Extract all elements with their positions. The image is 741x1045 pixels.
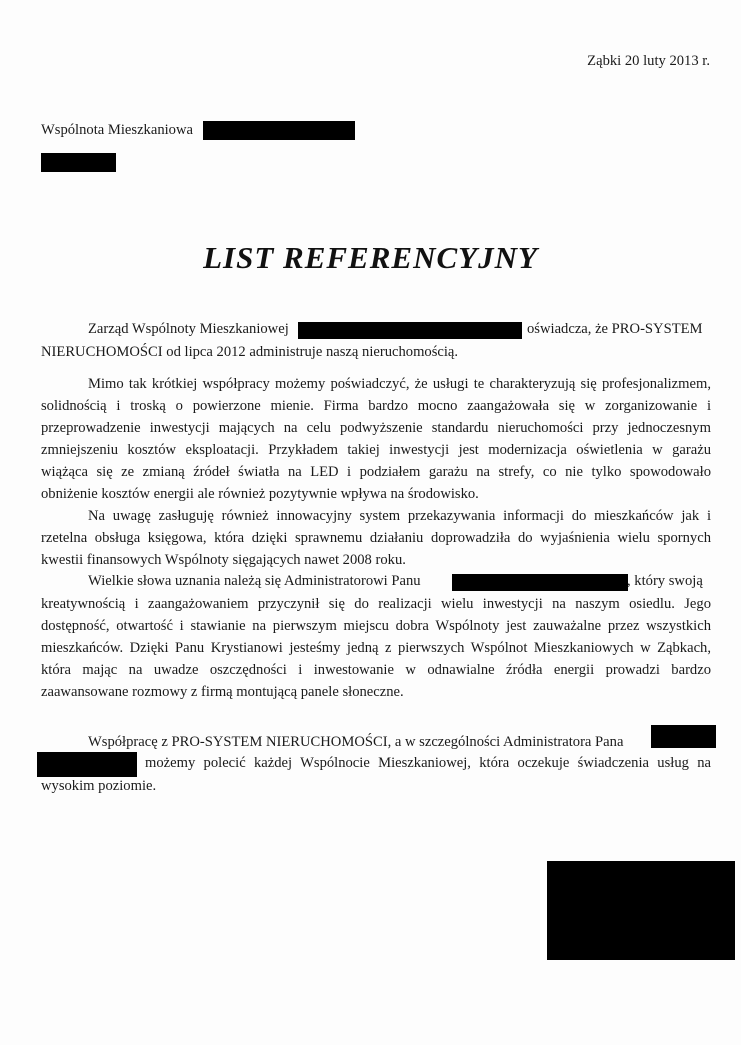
- paragraph-4-line-1-end: , który swoją: [627, 573, 703, 589]
- paragraph-2-line: przeprowadzenie inwestycji mających na celu podwyższenie standardu nieruchomości przy jednoczesnym: [41, 420, 711, 436]
- paragraph-2-line: zmniejszeniu kosztów eksploatacji. Przykładem takiej inwestycji jest modernizacja oświetlenia w garażu: [41, 442, 711, 458]
- paragraph-5-line-1: Współpracę z PRO-SYSTEM NIERUCHOMOŚCI, a w szczególności Administratora Pana: [88, 734, 624, 750]
- recipient-line: Wspólnota Mieszkaniowa: [41, 122, 193, 138]
- paragraph-2-line: obniżenie kosztów energii ale również pozytywnie wpływa na środowisko.: [41, 486, 479, 502]
- paragraph-2: [41, 373, 711, 505]
- paragraph-4: [41, 593, 711, 703]
- document-title: LIST REFERENCYJNY: [203, 240, 538, 275]
- paragraph-4-line: która mając na uwadze oszczędności i inwestowanie w odnawialne źródła energii prowadzi bardzo: [41, 662, 711, 678]
- paragraph-5-line-2: możemy polecić każdej Wspólnocie Mieszkaniowej, która oczekuje świadczenia usług na: [145, 755, 711, 771]
- redacted-recipient-name: [203, 121, 355, 140]
- paragraph-1-line-1-start: Zarząd Wspólnoty Mieszkaniowej: [88, 321, 289, 337]
- redacted-administrator-name-2b: [37, 752, 137, 777]
- paragraph-3: [41, 505, 711, 571]
- paragraph-2-line: wiążąca się ze zmianą źródeł światła na LED i podziałem garażu na strefy, co nie tylko spowodowało: [41, 464, 711, 480]
- paragraph-5-line-3: wysokim poziomie.: [41, 778, 157, 794]
- paragraph-4-line-1-start: Wielkie słowa uznania należą się Administratorowi Panu: [88, 573, 421, 589]
- paragraph-2-line: Mimo tak krótkiej współpracy możemy poświadczyć, że usługi te charakteryzują się profesjonalizmem,: [88, 376, 711, 392]
- paragraph-4-line: kreatywnością i zaangażowaniem przyczynił się do realizacji wielu inwestycji na naszym osiedlu. Jego: [41, 596, 711, 612]
- paragraph-2-line: solidnością i troską o powierzone mienie. Firma bardzo mocno zaangażowała się w zorganizowanie i: [41, 398, 711, 414]
- paragraph-3-line: rzetelna obsługa księgowa, która dzięki sprawnemu działaniu doprowadziła do wyjaśnienia wielu spornych: [41, 530, 711, 546]
- place-date: Ząbki 20 luty 2013 r.: [587, 53, 710, 69]
- paragraph-1-line-1-end: oświadcza, że PRO-SYSTEM: [527, 321, 703, 337]
- redacted-community-name: [298, 322, 522, 339]
- paragraph-3-line: kwestii finansowych Wspólnoty sięgających nawet 2008 roku.: [41, 552, 406, 568]
- redacted-signature-stamp: [547, 861, 735, 960]
- redacted-administrator-name-2a: [651, 725, 716, 748]
- paragraph-3-line: Na uwagę zasługuję również innowacyjny system przekazywania informacji do mieszkańców jak i: [88, 508, 711, 524]
- paragraph-4-line: mieszkańców. Dzięki Panu Krystianowi jesteśmy jedną z pierwszych Wspólnot Mieszkaniowych w Ząbkach,: [41, 640, 711, 656]
- redacted-recipient-address: [41, 153, 116, 172]
- redacted-administrator-name: [452, 574, 628, 591]
- paragraph-4-line: dostępność, otwartość i stawianie na pierwszym miejscu dobra Wspólnoty jest zauważalne przez wszystkich: [41, 618, 711, 634]
- paragraph-1-line-2: NIERUCHOMOŚCI od lipca 2012 administruje naszą nieruchomością.: [41, 344, 459, 360]
- paragraph-4-line: zaawansowane rozmowy z firmą montującą panele słoneczne.: [41, 684, 404, 700]
